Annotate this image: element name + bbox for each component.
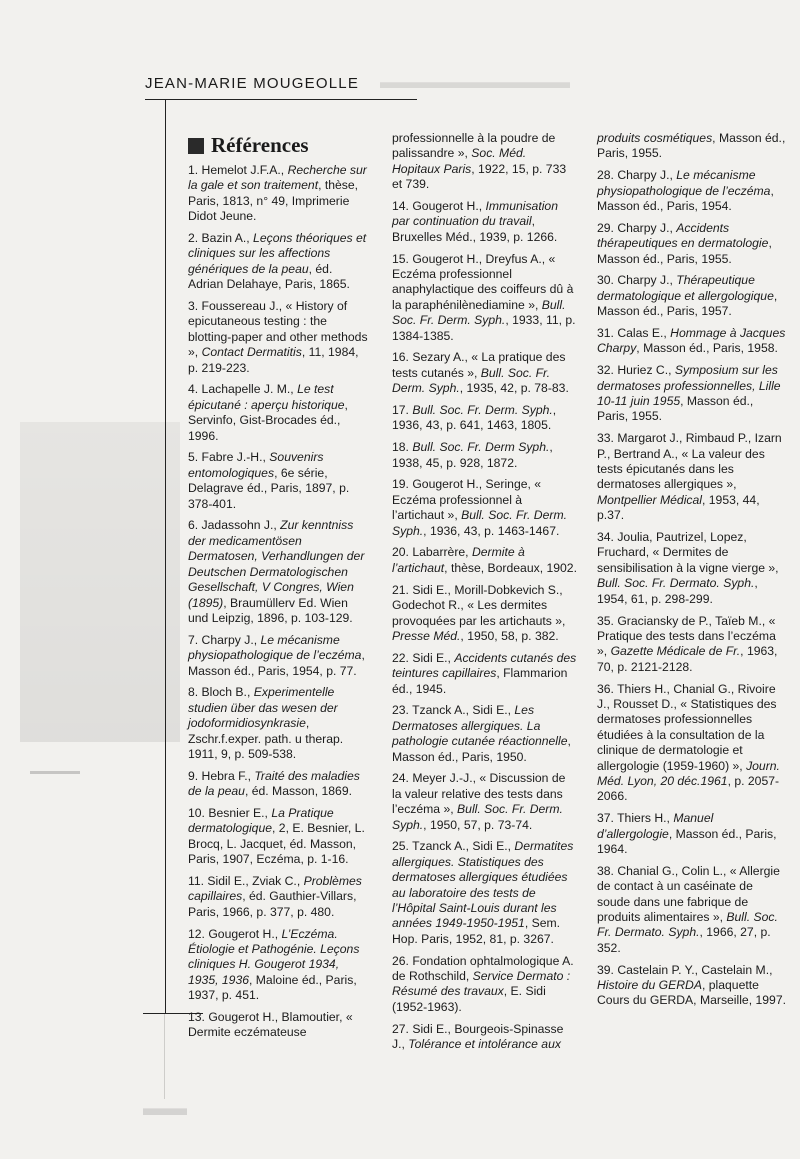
reference-title-italic: Bull. Soc. Fr. Derm. Syph. <box>392 297 566 328</box>
reference-text: , 1933, 11, p. 1384-1385. <box>392 313 576 343</box>
reference-text: , thèse, Paris, 1813, n° 49, Imprimerie Didot Jeune. <box>188 178 359 224</box>
reference-text: , Flammarion éd., 1945. <box>392 666 568 696</box>
reference-text: , 1936, 43, p. 641, 1463, 1805. <box>392 403 557 433</box>
square-bullet-icon <box>188 138 204 154</box>
reference-text: 17. <box>392 403 413 418</box>
reference-entry <box>392 403 577 434</box>
reference-text: , 1922, 15, p. 733 et 739. <box>392 161 567 192</box>
reference-text: 2. Bazin A., <box>188 231 254 246</box>
reference-text: , Masson éd., Paris, 1950. <box>392 734 571 764</box>
reference-text: 34. Joulia, Pautrizel, Lopez, Fruchard, « Dermites de sensibilisation à la vigne vierge », <box>597 530 779 575</box>
reference-text: , 1950, 58, p. 382. <box>460 628 559 643</box>
reference-title-italic: Le test épicutané : aperçu historique <box>188 382 345 412</box>
reference-title-italic: Bull. Soc. Fr. Derm. Syph. <box>392 802 563 832</box>
reference-entry <box>597 682 787 805</box>
reference-entry <box>597 864 787 956</box>
reference-entry <box>597 431 787 523</box>
reference-entry <box>188 769 370 800</box>
reference-text: , Masson éd., Paris, 1954. <box>597 183 774 214</box>
reference-entry <box>597 131 787 162</box>
reference-entry <box>392 545 577 576</box>
reference-title-italic: Tolérance et intolérance aux <box>408 1037 561 1051</box>
reference-entry <box>597 363 787 425</box>
reference-title-italic: Soc. Méd. Hopitaux Paris <box>392 146 527 176</box>
reference-entry <box>597 530 787 607</box>
reference-text: , 1963, 70, p. 2121-2128. <box>597 644 778 674</box>
reference-text: 32. Huriez C., <box>597 363 675 378</box>
reference-entry <box>597 614 787 676</box>
reference-title-italic: Hommage à Jacques Charpy <box>597 326 786 356</box>
reference-text: , Sem. Hop. Paris, 1952, 81, p. 3267. <box>392 916 561 946</box>
reference-entry <box>188 299 370 376</box>
reference-entry <box>392 703 577 765</box>
reference-title-italic: Accidents cutanés des teintures capillaires <box>392 650 577 681</box>
reference-title-italic: Immunisation par continuation du travail <box>392 199 558 229</box>
reference-title-italic: Service Dermato : Résumé des travaux <box>392 968 571 999</box>
reference-text: , 1938, 45, p. 928, 1872. <box>392 440 553 470</box>
reference-text: 22. Sidi E., <box>392 650 455 665</box>
reference-text: , Masson éd., Paris, 1955. <box>597 131 786 161</box>
show-through-caption: ▬▬▬▬▬ <box>30 766 80 777</box>
show-through-photo <box>20 422 180 742</box>
reference-title-italic: Le mécanisme physiopathologique de l’eczéma <box>597 168 771 198</box>
reference-text: 23. Tzanck A., Sidi E., <box>392 703 515 718</box>
reference-title-italic: produits cosmétiques <box>597 131 713 145</box>
vertical-rule-faint <box>164 1014 165 1099</box>
reference-text: 29. Charpy J., <box>597 220 677 235</box>
reference-text: 8. Bloch B., <box>188 685 254 700</box>
show-through-page-number: ▬▬ <box>143 1095 187 1120</box>
reference-text: , Maloine éd., Paris, 1937, p. 451. <box>188 972 357 1003</box>
reference-text: 27. Sidi E., Bourgeois-Spinasse J., <box>392 1021 564 1051</box>
section-heading <box>188 133 309 158</box>
reference-text: 21. Sidi E., Morill-Dobkevich S., Godechot R., « Les dermites provoquées par les artichauts », <box>392 582 566 628</box>
reference-text: 26. Fondation ophtalmologique A. de Rothschild, <box>392 953 574 983</box>
reference-title-italic: Le mécanisme physiopathologique de l’eczéma <box>188 632 362 663</box>
reference-text: 13. Gougerot H., Blamoutier, « Dermite eczémateuse <box>188 1010 353 1040</box>
reference-text: , E. Sidi (1952-1963). <box>392 984 546 1014</box>
reference-title-italic: L’Eczéma. Étiologie et Pathogénie. Leçons cliniques H. Gougerot 1934, 1935, 1936 <box>188 926 360 987</box>
reference-text: , Masson éd., Paris, 1955. <box>597 236 772 266</box>
show-through-title: ▬▬▬▬▬▬▬▬▬▬ <box>380 72 570 93</box>
reference-title-italic: Recherche sur la gale et son traitement <box>188 163 367 193</box>
reference-text: , éd. Gauthier-Villars, Paris, 1966, p. 377, p. 480. <box>188 889 357 919</box>
reference-entry <box>188 927 370 1004</box>
reference-text: , Masson éd., Paris, 1955. <box>597 394 754 424</box>
reference-entry <box>188 382 370 444</box>
reference-text: 39. Castelain P. Y., Castelain M., <box>597 962 773 977</box>
reference-text: , 1935, 42, p. 78-83. <box>459 381 569 396</box>
reference-text: , Masson éd., Paris, 1964. <box>597 826 777 856</box>
reference-text: 12. Gougerot H., <box>188 926 282 941</box>
reference-title-italic: Bull. Soc. Fr. Derm. Syph. <box>412 403 553 418</box>
reference-title-italic: Contact Dermatitis <box>201 345 302 360</box>
reference-text: , 1950, 57, p. 73-74. <box>423 817 533 832</box>
reference-title-italic: Bull. Soc. Fr. Derm. Syph. <box>392 365 551 396</box>
reference-title-italic: Zur kenntniss der medicamentösen Dermatosen, Verhandlungen der Deutschen Dermatologischen Gesellschaft, V Congres, Wien (1895) <box>188 518 365 610</box>
reference-text: , 2, E. Besnier, L. Brocq, L. Jacquet, éd. Masson, Paris, 1907, Eczéma, p. 1-16. <box>188 821 365 867</box>
reference-title-italic: Experimentelle studien über das wesen der jodoformidiosynkrasie <box>188 685 338 731</box>
reference-text: , Braumüllerv Ed. Wien und Leipzig, 1896, p. 103-129. <box>188 595 353 625</box>
reference-text: , 6e série, Delagrave éd., Paris, 1897, p. 378-401. <box>188 465 350 511</box>
reference-title-italic: Bull. Soc. Fr. Dermato. Syph. <box>597 576 755 591</box>
reference-text: 15. Gougerot H., Dreyfus A., « Eczéma professionnel anaphylactique des coiffeurs dû à la paraphénilènediamine », <box>392 251 574 312</box>
reference-entry <box>188 231 370 293</box>
reference-title-italic: Symposium sur les dermatoses professionnelles, Lille 10-11 juin 1955 <box>597 363 781 409</box>
reference-entry <box>597 168 787 214</box>
reference-text: 36. Thiers H., Chanial G., Rivoire J., Rousset D., « Statistiques des dermatoses professionnelles étudiées à la consultation de la clinique de dermatologie et allergologie (1959-1960) », <box>597 681 777 773</box>
reference-entry <box>392 252 577 344</box>
reference-entry <box>392 651 577 697</box>
reference-entry <box>597 811 787 857</box>
running-header-author: JEAN-MARIE MOUGEOLLE <box>145 75 360 92</box>
reference-title-italic: Journ. Méd. Lyon, 20 déc.1961 <box>597 758 780 788</box>
reference-entry <box>597 963 787 1009</box>
reference-title-italic: Problèmes capillaires <box>188 873 362 904</box>
reference-text: , 11, 1984, p. 219-223. <box>188 345 359 375</box>
reference-text: , 1936, 43, p. 1463-1467. <box>423 523 560 538</box>
reference-text: , plaquette Cours du GERDA, Marseille, 1997. <box>597 978 786 1008</box>
reference-title-italic: La Pratique dermatologique <box>188 805 334 836</box>
reference-entry <box>392 199 577 245</box>
reference-entry <box>392 1022 577 1053</box>
references-column-2 <box>392 131 577 1059</box>
reference-entry <box>188 450 370 512</box>
reference-entry <box>392 839 577 947</box>
reference-title-italic: Presse Méd. <box>392 628 461 643</box>
references-column-3 <box>597 131 787 1015</box>
reference-text: , thèse, Bordeaux, 1902. <box>444 560 577 575</box>
reference-entry <box>188 685 370 762</box>
header-rule <box>145 99 417 100</box>
reference-text: , Masson éd., Paris, 1958. <box>636 341 778 356</box>
reference-entry <box>392 350 577 396</box>
reference-text: 33. Margarot J., Rimbaud P., Izarn P., Bertrand A., « La valeur des tests épicutanés dans les dermatoses allergiques », <box>597 431 782 492</box>
reference-text: 4. Lachapelle J. M., <box>188 382 298 397</box>
reference-title-italic: Histoire du GERDA <box>597 978 702 992</box>
references-column-1 <box>188 163 370 1047</box>
reference-title-italic: Dermite à l’artichaut <box>392 545 525 575</box>
reference-text: 16. Sezary A., « La pratique des tests cutanés », <box>392 350 566 380</box>
reference-title-italic: Bull. Soc. Fr. Dermato. Syph. <box>597 909 778 940</box>
reference-title-italic: Thérapeutique dermatologique et allergologique <box>597 273 774 303</box>
reference-entry <box>392 131 577 193</box>
reference-text: 1. Hemelot J.F.A., <box>188 163 288 177</box>
reference-entry <box>188 518 370 626</box>
reference-title-italic: Bull. Soc. Fr. Derm. Syph. <box>392 508 567 538</box>
reference-text: professionnelle à la poudre de palissandre », <box>392 131 556 161</box>
reference-entry <box>188 806 370 868</box>
reference-text: , Masson éd., Paris, 1957. <box>597 288 778 319</box>
reference-title-italic: Traité des maladies de la peau <box>188 768 360 799</box>
reference-text: 5. Fabre J.-H., <box>188 450 270 465</box>
reference-text: , Masson éd., Paris, 1954, p. 77. <box>188 648 365 678</box>
reference-text: 14. Gougerot H., <box>392 199 486 214</box>
reference-title-italic: Les Dermatoses allergiques. La pathologie cutanée réactionnelle <box>392 703 568 749</box>
reference-entry <box>597 326 787 357</box>
reference-entry <box>188 1010 370 1041</box>
reference-text: 19. Gougerot H., Seringe, « Eczéma professionnel à l’artichaut », <box>392 477 542 523</box>
reference-title-italic: Leçons théoriques et cliniques sur les affections génériques de la peau <box>188 231 367 276</box>
reference-text: 24. Meyer J.-J., « Discussion de la valeur relative des tests dans l’eczéma », <box>392 771 566 817</box>
reference-entry <box>392 583 577 645</box>
reference-text: 35. Graciansky de P., Taïeb M., « Pratique des tests dans l’eczéma », <box>597 613 776 659</box>
reference-text: , Bruxelles Méd., 1939, p. 1266. <box>392 214 558 244</box>
reference-text: 37. Thiers H., <box>597 811 674 826</box>
reference-text: , 1966, 27, p. 352. <box>597 925 771 955</box>
reference-text: 3. Foussereau J., « History of epicutaneous testing : the blotting-paper and other methods », <box>188 299 368 360</box>
reference-entry <box>392 440 577 471</box>
reference-entry <box>597 221 787 267</box>
reference-text: , 1953, 44, p.37. <box>597 492 760 523</box>
reference-entry <box>188 874 370 920</box>
reference-title-italic: Souvenirs entomologiques <box>188 450 324 480</box>
reference-text: 11. Sidil E., Zviak C., <box>188 873 304 888</box>
reference-text: 31. Calas E., <box>597 326 671 341</box>
reference-text: 18. <box>392 440 413 455</box>
reference-text: 30. Charpy J., <box>597 273 677 288</box>
reference-entry <box>597 273 787 319</box>
vertical-rule <box>165 99 166 1014</box>
reference-text: , éd. Adrian Delahaye, Paris, 1865. <box>188 261 350 292</box>
reference-text: , p. 2057-2066. <box>597 773 780 804</box>
reference-title-italic: Gazette Médicale de Fr. <box>610 644 741 659</box>
reference-entry <box>188 633 370 679</box>
reference-entry <box>188 163 370 225</box>
reference-text: 20. Labarrère, <box>392 545 472 560</box>
reference-text: 28. Charpy J., <box>597 168 677 183</box>
reference-text: , 1954, 61, p. 298-299. <box>597 576 758 606</box>
reference-title-italic: Dermatites allergiques. Statistiques des dermatoses allergiques étudiées au laboratoire des tests de l’Hôpital Saint-Louis durant les années 1949-1950-1951 <box>392 839 574 931</box>
reference-text: 38. Chanial G., Colin L., « Allergie de contact à un caséinate de soude dans une fabrique de produits alimentaires », <box>597 863 780 924</box>
reference-text: 10. Besnier E., <box>188 805 272 820</box>
section-title: Références <box>211 133 309 157</box>
reference-text: , Zschr.f.exper. path. u therap. 1911, 9, p. 509-538. <box>188 716 344 761</box>
reference-text: 6. Jadassohn J., <box>188 518 281 533</box>
reference-title-italic: Manuel d’allergologie <box>597 811 714 841</box>
reference-entry <box>392 954 577 1016</box>
reference-title-italic: Bull. Soc. Fr. Derm Syph. <box>412 440 550 455</box>
reference-entry <box>392 477 577 539</box>
reference-title-italic: Montpellier Médical <box>597 492 702 507</box>
reference-text: 25. Tzanck A., Sidi E., <box>392 839 515 854</box>
reference-title-italic: Accidents thérapeutiques en dermatologie <box>597 220 769 251</box>
reference-entry <box>392 771 577 833</box>
reference-text: , éd. Masson, 1869. <box>244 784 352 799</box>
reference-text: 9. Hebra F., <box>188 768 255 783</box>
reference-text: , Servinfo, Gist-Brocades éd., 1996. <box>188 397 348 443</box>
reference-text: 7. Charpy J., <box>188 632 261 647</box>
